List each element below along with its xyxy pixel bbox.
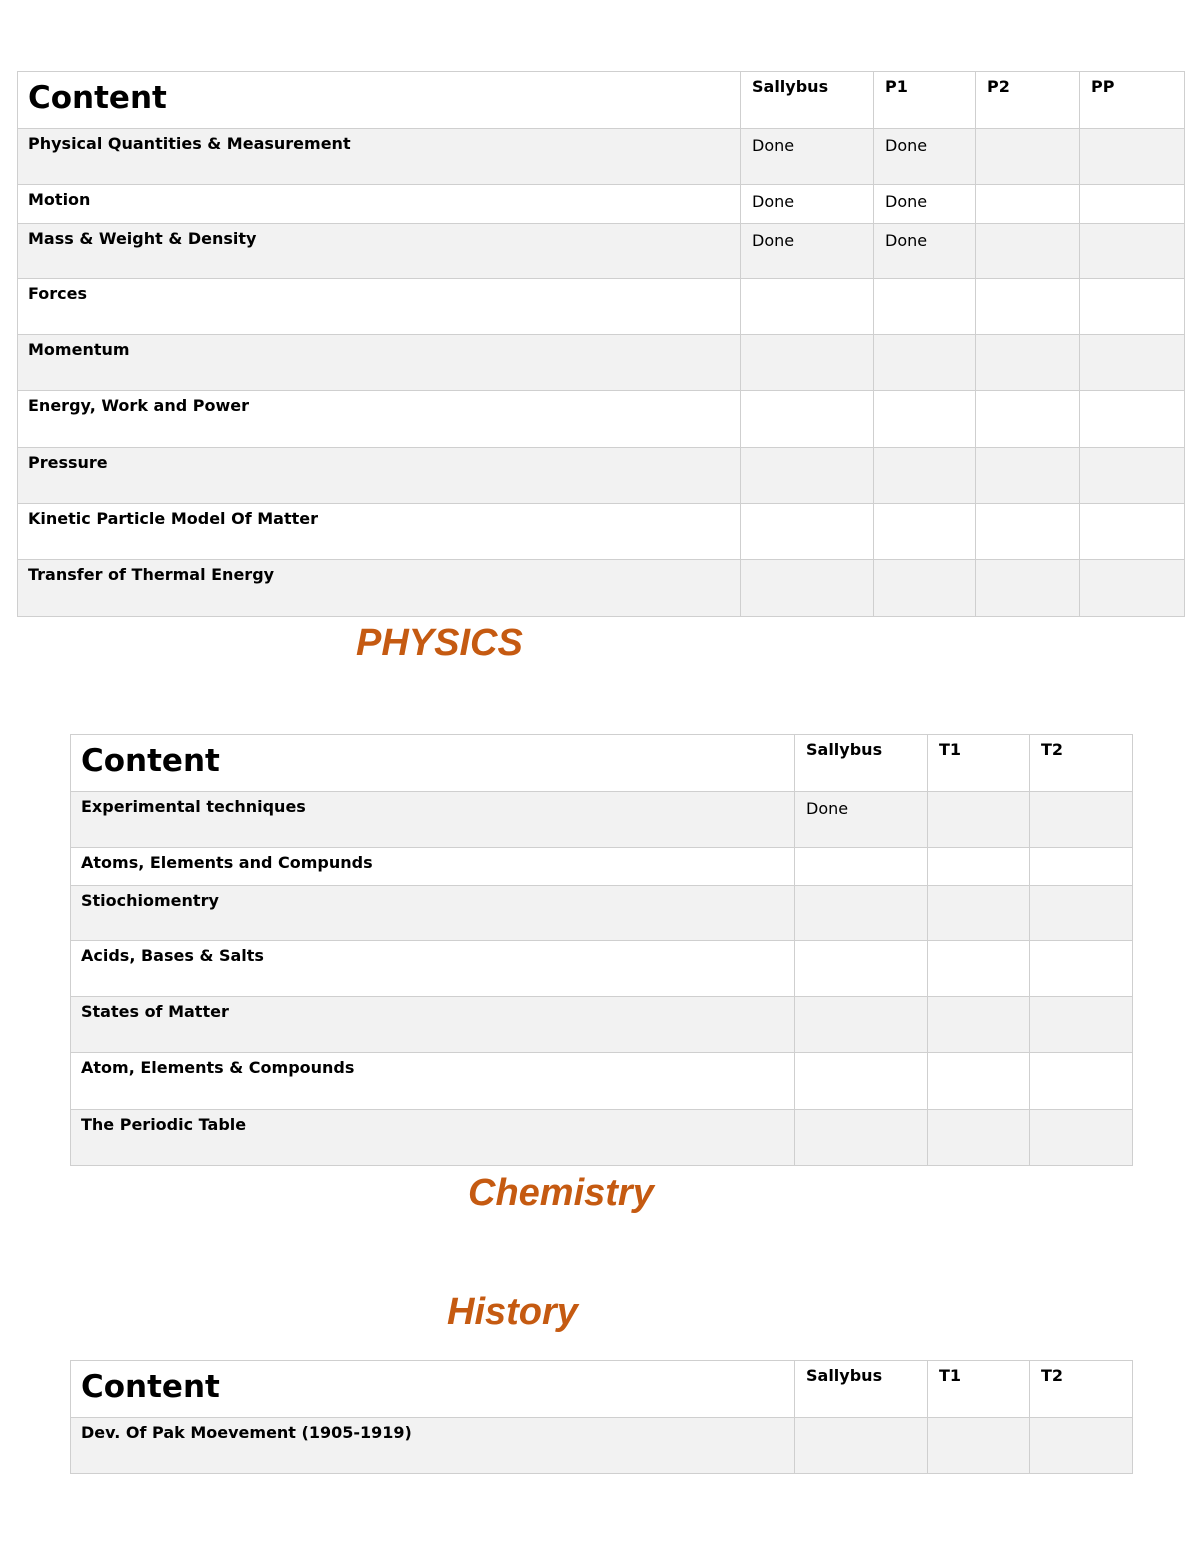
status-cell: Done — [874, 224, 976, 279]
status-cell — [976, 129, 1080, 185]
status-cell — [1080, 335, 1185, 391]
topic-cell: Transfer of Thermal Energy — [18, 560, 741, 617]
topic-cell: Energy, Work and Power — [18, 391, 741, 448]
status-cell — [874, 335, 976, 391]
status-cell — [976, 224, 1080, 279]
status-cell — [741, 560, 874, 617]
status-cell — [874, 560, 976, 617]
status-cell — [874, 279, 976, 335]
chemistry-header-t1: T1 — [928, 735, 1030, 792]
chemistry-header-content: Content — [71, 735, 795, 792]
status-cell — [1080, 185, 1185, 224]
table-row — [71, 1053, 1133, 1110]
table-row — [18, 335, 1185, 391]
topic-cell: Experimental techniques — [71, 792, 795, 848]
table-row — [71, 848, 1133, 886]
status-cell — [874, 504, 976, 560]
status-cell — [795, 941, 928, 997]
status-cell — [976, 560, 1080, 617]
status-cell — [874, 448, 976, 504]
status-cell — [795, 886, 928, 941]
topic-cell: Acids, Bases & Salts — [71, 941, 795, 997]
status-cell — [1080, 224, 1185, 279]
status-cell — [928, 886, 1030, 941]
status-cell — [976, 335, 1080, 391]
status-cell — [1080, 391, 1185, 448]
status-cell — [1080, 504, 1185, 560]
topic-cell: Dev. Of Pak Moevement (1905-1919) — [71, 1418, 795, 1474]
table-row — [71, 1418, 1133, 1474]
status-cell — [1080, 129, 1185, 185]
chemistry-header-t2: T2 — [1030, 735, 1133, 792]
status-cell — [741, 279, 874, 335]
status-cell — [1030, 792, 1133, 848]
status-cell — [928, 848, 1030, 886]
status-cell — [976, 279, 1080, 335]
table-row — [18, 129, 1185, 185]
status-cell: Done — [795, 792, 928, 848]
topic-cell: Stiochiomentry — [71, 886, 795, 941]
status-cell — [795, 997, 928, 1053]
history-header-row — [71, 1361, 1133, 1418]
physics-header-p2: P2 — [976, 72, 1080, 129]
status-cell — [1080, 448, 1185, 504]
status-cell — [928, 1110, 1030, 1166]
table-row — [71, 792, 1133, 848]
table-row — [71, 941, 1133, 997]
status-cell: Done — [874, 129, 976, 185]
status-cell — [874, 391, 976, 448]
chemistry-header-sallybus: Sallybus — [795, 735, 928, 792]
table-row — [71, 997, 1133, 1053]
table-row — [71, 1110, 1133, 1166]
history-header-sallybus: Sallybus — [795, 1361, 928, 1418]
topic-cell: Physical Quantities & Measurement — [18, 129, 741, 185]
status-cell — [795, 1053, 928, 1110]
history-table — [70, 1360, 1133, 1474]
status-cell — [1030, 1418, 1133, 1474]
chemistry-table — [70, 734, 1133, 1166]
status-cell — [1030, 886, 1133, 941]
status-cell: Done — [741, 185, 874, 224]
table-row — [18, 185, 1185, 224]
table-row — [18, 504, 1185, 560]
topic-cell: Atoms, Elements and Compunds — [71, 848, 795, 886]
topic-cell: Mass & Weight & Density — [18, 224, 741, 279]
physics-header-sallybus: Sallybus — [741, 72, 874, 129]
status-cell — [1030, 1053, 1133, 1110]
status-cell — [928, 997, 1030, 1053]
status-cell — [795, 1418, 928, 1474]
status-cell — [795, 1110, 928, 1166]
topic-cell: Atom, Elements & Compounds — [71, 1053, 795, 1110]
status-cell — [976, 185, 1080, 224]
topic-cell: States of Matter — [71, 997, 795, 1053]
status-cell — [795, 848, 928, 886]
table-row — [18, 560, 1185, 617]
table-row — [18, 279, 1185, 335]
topic-cell: Motion — [18, 185, 741, 224]
status-cell — [928, 1053, 1030, 1110]
physics-header-p1: P1 — [874, 72, 976, 129]
status-cell — [741, 391, 874, 448]
topic-cell: Pressure — [18, 448, 741, 504]
status-cell: Done — [874, 185, 976, 224]
topic-cell: The Periodic Table — [71, 1110, 795, 1166]
physics-table — [17, 71, 1185, 617]
status-cell — [1030, 941, 1133, 997]
history-header-t2: T2 — [1030, 1361, 1133, 1418]
table-row — [18, 224, 1185, 279]
history-title: History — [447, 1291, 578, 1333]
topic-cell: Momentum — [18, 335, 741, 391]
status-cell — [741, 448, 874, 504]
physics-title: PHYSICS — [356, 622, 523, 664]
status-cell — [741, 335, 874, 391]
chemistry-title: Chemistry — [468, 1172, 654, 1214]
status-cell — [1080, 560, 1185, 617]
topic-cell: Forces — [18, 279, 741, 335]
history-header-content: Content — [71, 1361, 795, 1418]
status-cell — [976, 448, 1080, 504]
physics-header-row — [18, 72, 1185, 129]
chemistry-header-row — [71, 735, 1133, 792]
status-cell: Done — [741, 224, 874, 279]
status-cell — [741, 504, 874, 560]
table-row — [18, 448, 1185, 504]
status-cell — [928, 1418, 1030, 1474]
physics-header-pp: PP — [1080, 72, 1185, 129]
status-cell — [1030, 997, 1133, 1053]
status-cell: Done — [741, 129, 874, 185]
status-cell — [976, 504, 1080, 560]
status-cell — [1080, 279, 1185, 335]
status-cell — [928, 792, 1030, 848]
table-row — [18, 391, 1185, 448]
status-cell — [1030, 1110, 1133, 1166]
physics-header-content: Content — [18, 72, 741, 129]
table-row — [71, 886, 1133, 941]
status-cell — [928, 941, 1030, 997]
topic-cell: Kinetic Particle Model Of Matter — [18, 504, 741, 560]
history-header-t1: T1 — [928, 1361, 1030, 1418]
status-cell — [976, 391, 1080, 448]
status-cell — [1030, 848, 1133, 886]
